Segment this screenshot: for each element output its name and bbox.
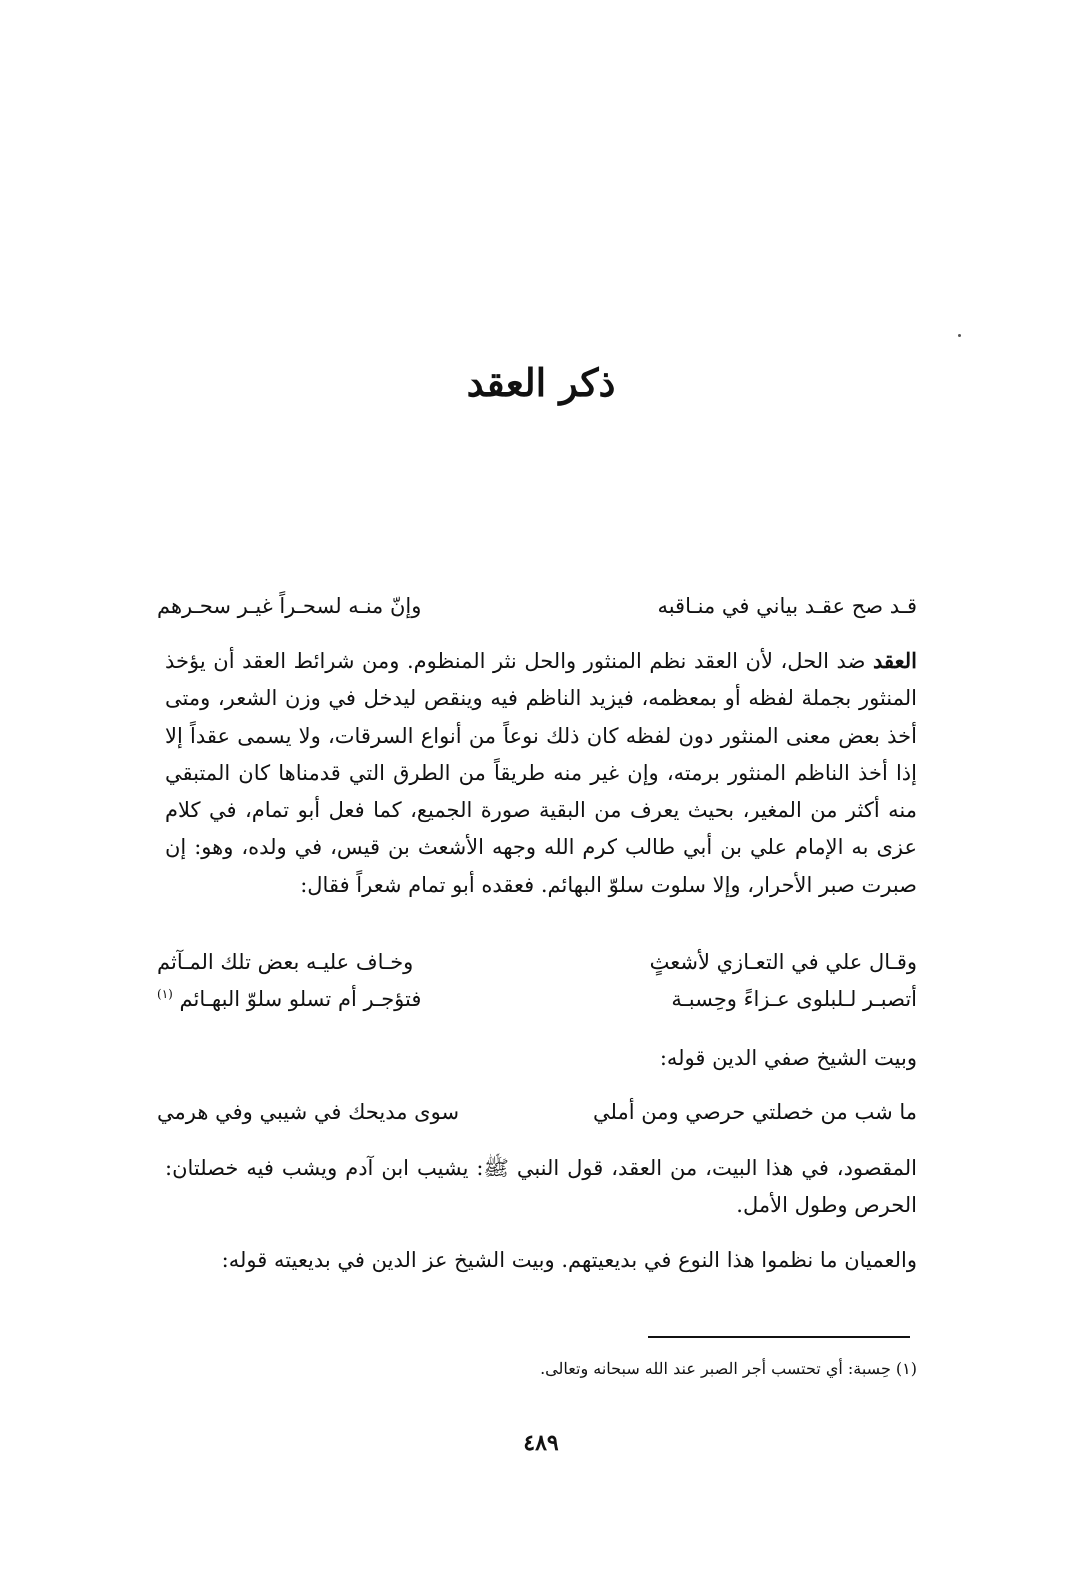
verse-first-hemistich: ما شب من خصلتي حرصي ومن أملي bbox=[593, 1100, 917, 1124]
footnote-separator bbox=[648, 1336, 910, 1338]
verse-second-hemistich bbox=[157, 981, 421, 1017]
verse-second-hemistich: سوى مديحك في شيبي وفي هرمي bbox=[157, 1100, 460, 1124]
paragraph-blind-poets: والعميان ما نظموا هذا النوع في بديعيتهم. وبيت الشيخ عز الدين في بديعيته قوله: bbox=[221, 1248, 917, 1272]
term-lead: العقد bbox=[872, 648, 917, 673]
verse-first-hemistich: وقـال علي في التعـازي لأشعثٍ bbox=[649, 950, 917, 974]
chapter-title: ذكر العقد bbox=[466, 360, 616, 405]
paragraph-hadith: المقصود، في هذا البيت، من العقد، قول النبي ﷺ: يشيب ابن آدم ويشب فيه خصلتان: الحرص وطول الأمل. bbox=[165, 1156, 917, 1218]
footnote: (١) حِسبة: أي تحتسب أجر الصبر عند الله سبحانه وتعالى. bbox=[540, 1359, 917, 1378]
verse-line bbox=[157, 1094, 917, 1130]
verse-hemistich-text: فتؤجـر أم تسلو سلوّ البهـائم bbox=[179, 987, 422, 1011]
footnote-marker: (١) bbox=[157, 987, 173, 1001]
verse-first-hemistich: أتصبـر لـلبلوى عـزاءً وحِسبـة bbox=[671, 987, 917, 1011]
verse-second-hemistich: وإنّ منـه لسحـراً غيـر سحـرهم bbox=[157, 594, 422, 618]
page-number: ٤٨٩ bbox=[523, 1430, 559, 1456]
verse-line bbox=[157, 588, 917, 624]
paragraph-definition bbox=[165, 642, 917, 904]
verse-line bbox=[157, 944, 917, 980]
verse-introduction: وبيت الشيخ صفي الدين قوله: bbox=[659, 1046, 917, 1070]
verse-second-hemistich: وخـاف عليـه بعض تلك المـآثم bbox=[157, 950, 414, 974]
scan-speck bbox=[958, 334, 961, 337]
verse-first-hemistich: قـد صح عقـد بياني في منـاقبه bbox=[657, 594, 917, 618]
verse-line bbox=[157, 981, 917, 1017]
paragraph-text: ضد الحل، لأن العقد نظم المنثور والحل نثر المنظوم. ومن شرائط العقد أن يؤخذ المنثور بجملة لفظه أو بمعظمه، فيزيد الناظم فيه وينقص ليدخل في وزن الشعر، ومتى أخذ بعض معنى المنثور دون لفظه كان ذلك نوعاً من أنواع السرقات، ولا يسمى عقداً إلا إذا أخذ الناظم المنثور برمته، وإن غير منه طريقاً من الطرق التي قدمناها كان المتبقي منه أكثر من المغير، بحيث يعرف من البقية صورة الجميع، كما فعل أبو تمام، في كلام عزى به الإمام علي بن أبي طالب كرم الله وجهه الأشعث بن قيس، في ولده، وهو: إن صبرت صبر الأحرار، وإلا سلوت سلوّ البهائم. فعقده أبو تمام شعراً فقال: bbox=[165, 649, 917, 897]
